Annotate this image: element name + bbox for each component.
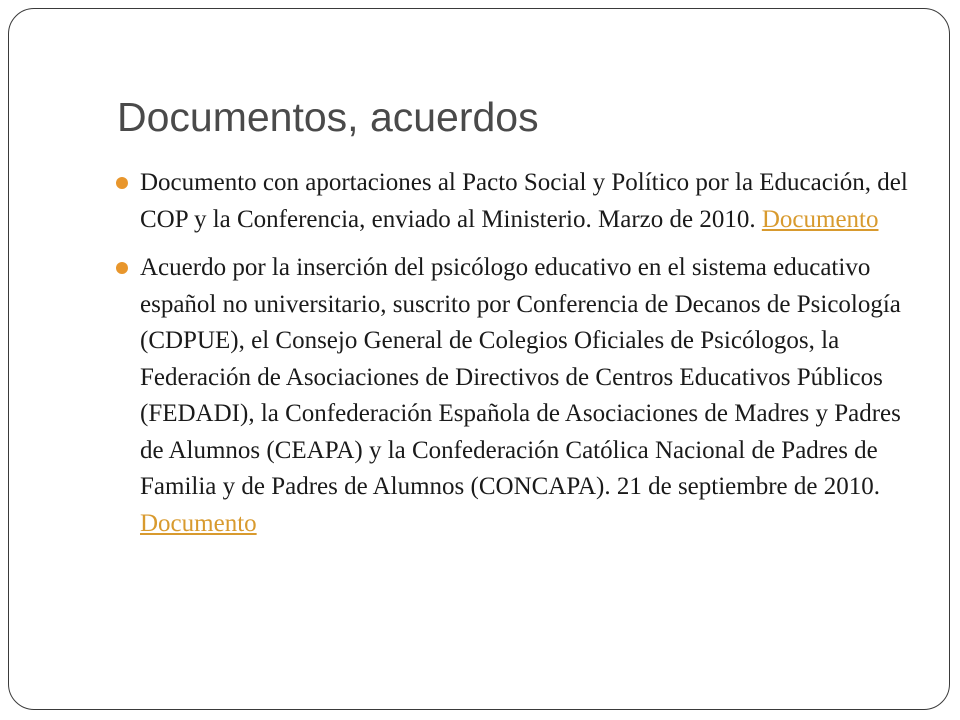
bullet-text: Documento con aportaciones al Pacto Social y Político por la Educación, del COP y la Conferencia, enviado al Ministerio. Marzo de 2010. xyxy=(140,169,908,233)
bullet-list xyxy=(140,165,920,554)
document-link[interactable]: Documento xyxy=(761,205,879,233)
bullet-dot-icon xyxy=(116,262,128,274)
bullet-dot-icon xyxy=(116,177,128,189)
bullet-text: Acuerdo por la inserción del psicólogo educativo en el sistema educativo español no universitario, suscrito por Conferencia de Decanos de Psicología (CDPUE), el Consejo General de Colegios Oficiales de Psicólogos, la Federación de Asociaciones de Directivos de Centros Educativos Públicos (FEDADI), la Confederación Española de Asociaciones de Madres y Padres de Alumnos (CEAPA) y la Confederación Católica Nacional de Padres de Familia y de Padres de Alumnos (CONCAPA). 21 de septiembre de 2010. xyxy=(140,254,901,500)
slide-title: Documentos, acuerdos xyxy=(117,94,539,140)
bullet-item xyxy=(140,250,920,542)
document-link[interactable]: Documento xyxy=(140,509,257,537)
bullet-item xyxy=(140,165,920,238)
slide xyxy=(8,8,950,710)
